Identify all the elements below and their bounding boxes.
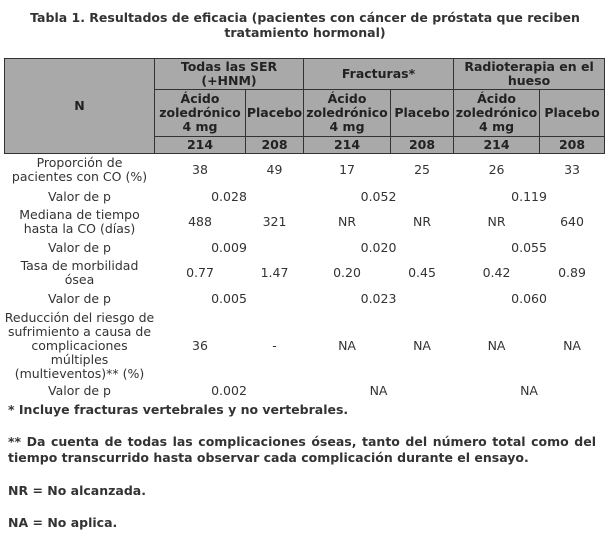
table-cell: NA [369,382,388,398]
row-label: Valor de p [47,382,111,398]
footnote-fracturas: * Incluye fracturas vertebrales y no vertebrales. [8,402,349,417]
table-cell: 17 [339,162,355,178]
header-drug: Ácido zoledrónico 4 mg [304,90,391,137]
table-cell: NA [520,382,538,398]
table-row [5,258,605,289]
header-count: 214 [155,137,246,154]
table-row [5,207,605,238]
row-label: Reducción del riesgo de sufrimiento a causa de complicaciones múltiples (multieventos)** (%) [4,309,155,381]
table-cell: 321 [262,214,287,229]
header-count: 208 [540,137,605,154]
table-row [5,154,605,187]
table-cell: 0.20 [333,265,361,280]
table-cell: 0.89 [558,265,586,280]
table-row [5,309,605,383]
efficacy-table [4,58,605,399]
header-placebo: Placebo [246,90,304,137]
row-label: Mediana de tiempo hasta la CO (días) [19,207,140,236]
table-cell: 0.002 [211,382,247,398]
row-label: Tasa de morbilidad ósea [20,258,139,287]
table-cell: NA [487,337,506,353]
header-group-radioterapia: Radioterapia en el hueso [454,59,605,90]
table-cell: NR [487,214,506,229]
table-cell: 49 [266,162,283,178]
table-row [5,187,605,207]
table-cell: 0.028 [211,188,247,204]
row-label: Valor de p [47,239,111,255]
header-count: 208 [246,137,304,154]
footnote-nr: NR = No alcanzada. [8,483,146,498]
table-cell: - [272,337,277,353]
header-n: N [5,59,155,154]
header-count: 208 [391,137,454,154]
table-cell: NA [338,337,356,353]
table-cell: 0.020 [360,239,397,255]
row-label: Proporción de pacientes con CO (%) [11,155,148,185]
table-cell: 0.055 [511,239,547,255]
table-cell: 38 [192,162,208,178]
table-cell: NR [413,214,432,229]
header-group-all-ser: Todas las SER (+HNM) [155,59,304,90]
footnote-multieventos: ** Da cuenta de todas las complicaciones óseas, tanto del número total como del tiempo transcurrido hasta observar cada complicación durante el ensayo. [8,434,596,465]
table-cell: 0.45 [408,265,436,280]
table-cell: NA [413,337,431,353]
header-group-fracturas: Fracturas* [304,59,454,90]
header-row-groups [5,59,605,90]
header-drug: Ácido zoledrónico 4 mg [454,90,540,137]
table-cell: NR [337,214,357,229]
header-placebo: Placebo [540,90,605,137]
table-cell: NA [563,337,581,353]
table-cell: 0.005 [211,290,247,306]
table-cell: 488 [188,214,212,229]
table-cell: 0.42 [482,265,511,280]
table-row [5,383,605,399]
table-cell: 0.77 [186,265,214,280]
table-cell: 0.052 [360,188,397,204]
table-cell: 640 [560,214,584,229]
header-drug: Ácido zoledrónico 4 mg [155,90,246,137]
table-cell: 33 [564,162,580,178]
table-cell: 0.060 [511,290,547,306]
table-cell: 36 [192,337,208,353]
table-title: Tabla 1. Resultados de eficacia (pacientes con cáncer de próstata que reciben tratamiento hormonal) [30,10,580,40]
table-cell: 0.119 [511,188,547,204]
table-cell: 25 [414,162,430,178]
header-count: 214 [454,137,540,154]
row-label: Valor de p [47,188,111,204]
header-placebo: Placebo [391,90,454,137]
row-label: Valor de p [47,290,111,306]
table-row [5,289,605,309]
header-count: 214 [304,137,391,154]
table-row [5,238,605,258]
table-cell: 26 [488,162,505,178]
table-cell: 0.009 [211,239,247,255]
table-cell: 1.47 [260,265,289,280]
table-cell: 0.023 [360,290,397,306]
footnote-na: NA = No aplica. [8,515,118,530]
